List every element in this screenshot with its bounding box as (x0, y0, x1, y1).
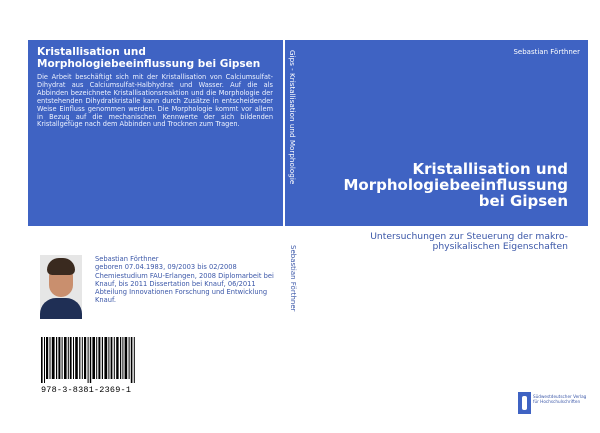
book-spine (285, 40, 309, 433)
front-cover-title: Kristallisation und Morphologiebeeinflussung bei Gipsen (343, 160, 568, 210)
spine-author: Sebastian Förthner (289, 245, 297, 312)
publisher-name-line-1: Südwestdeutscher Verlag (533, 394, 587, 399)
author-bio: Sebastian Förthner geboren 07.04.1983, 09/2003 bis 02/2008 Chemiestudium FAU-Erlangen, 2008 Diplomarbeit bei Knauf, bis 2011 Dissertation bei Knauf, 06/2011 Abteilung Innovationen Forschung und Entwicklung Knauf. (95, 255, 274, 305)
back-cover (28, 40, 283, 433)
publisher-logo-icon (518, 392, 531, 414)
author-photo (40, 255, 82, 319)
publisher-logo (518, 392, 588, 427)
barcode-bars-icon (41, 337, 137, 383)
back-cover-description: Die Arbeit beschäftigt sich mit der Kristallisation von Calciumsulfat-Dihydrat aus Calciumsulfat-Halbhydrat und Wasser. Auf die als Abbinden bezeichnete Kristallisationsreaktion und die Morphologie der entstehenden Dihydratkristalle kann durch Zusätze in entscheidender Weise Einfluss genommen werden. Die Morphologie kommt vor allem in Bezug auf die mechanischen Kennwerte der sich bildenden Kristallgefüge nach dem Abbinden und Trocknen zum Tragen. (37, 73, 273, 129)
front-cover-subtitle: Untersuchungen zur Steuerung der makro-physikalischen Eigenschaften (370, 231, 568, 252)
publisher-name-line-2: für Hochschulschriften (533, 399, 581, 404)
author-photo-hair (47, 258, 75, 275)
front-cover-author: Sebastian Förthner (513, 48, 580, 56)
spine-title: Gips - Kristallisation und Morphologie (288, 50, 297, 185)
back-cover-title: Kristallisation und Morphologiebeeinflussung bei Gipsen (37, 46, 261, 70)
isbn-number: 978-3-8381-2369-1 (41, 385, 132, 395)
front-cover (309, 40, 588, 433)
barcode (28, 330, 154, 398)
publisher-name (533, 394, 588, 404)
spine-title-area (285, 40, 309, 226)
author-photo-shirt (40, 298, 82, 319)
